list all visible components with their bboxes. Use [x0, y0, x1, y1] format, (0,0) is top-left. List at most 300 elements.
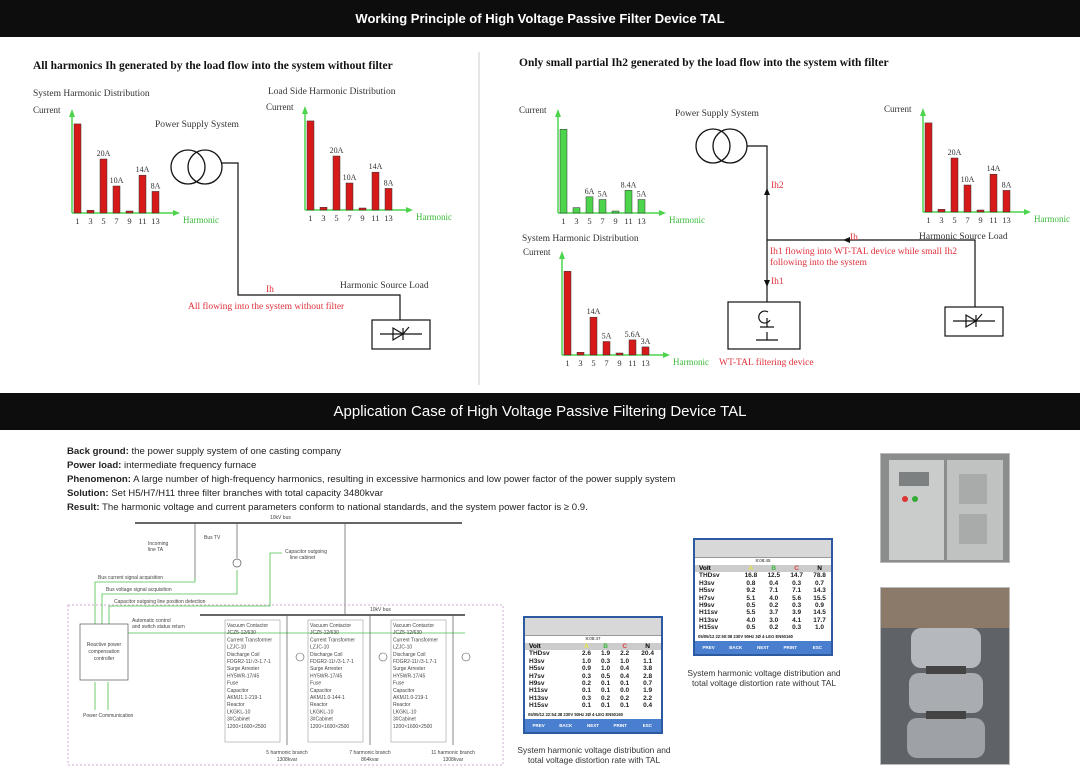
table-row — [525, 702, 661, 709]
flow-note-line-1: Ih1 flowing into WT-TAL device while small Ih2 — [770, 247, 958, 257]
x-tick-label: 3 — [321, 213, 326, 223]
table-cell: 0.5 — [601, 672, 611, 680]
cap-cabinet-label-1: Capacitor outgoing — [285, 549, 327, 555]
x-tick-label: 1 — [75, 216, 80, 226]
table-header: N — [808, 565, 831, 572]
bar-h3 — [577, 352, 584, 355]
bar-h1 — [925, 123, 932, 212]
x-tick-label: 13 — [384, 213, 393, 223]
bar-h5 — [100, 159, 107, 213]
bar-h1 — [74, 124, 81, 213]
x-tick-label: 9 — [978, 215, 983, 225]
signal-bus-current-label: Bus current signal acquisition — [98, 575, 164, 581]
auto-control-label-2: and switch status return — [132, 624, 185, 630]
branch-component-label: Surge Arrester — [393, 666, 426, 673]
table-cell: 0.7 — [815, 579, 825, 587]
cap-cabinet-label-2: line cabinet — [290, 555, 316, 561]
meter-screen-with-tal — [523, 616, 663, 734]
x-tick-label: 13 — [151, 216, 160, 226]
table-cell: 0.2 — [620, 694, 630, 702]
branch-component-label: JCZ5-12/630 — [393, 630, 422, 637]
x-tick-label: 13 — [637, 216, 646, 226]
table-cell: 0.1 — [620, 680, 630, 688]
branch-component-label: Surge Arrester — [227, 666, 260, 673]
branch-component-label: Fuse — [393, 680, 405, 687]
left-section-title: All harmonics Ih generated by the load flow into the system without filter — [33, 60, 393, 72]
branch-component-label: 3#Cabinet — [310, 716, 333, 723]
branch-component-label: Capacitor — [310, 687, 332, 694]
x-tick-label: 5 — [952, 215, 957, 225]
bar-h1 — [564, 271, 571, 355]
x-tick-label: 9 — [613, 216, 618, 226]
branch-component-label: Fuse — [310, 680, 322, 687]
branch-component-label: Discharge Coil — [310, 651, 343, 658]
y-axis-arrow-icon — [559, 251, 565, 259]
ih1-label: Ih1 — [771, 277, 784, 287]
bar-value-label: 10A — [960, 175, 975, 184]
bar-h9 — [612, 211, 619, 213]
table-cell: 3.0 — [769, 616, 779, 624]
y-axis-label: Current — [33, 105, 61, 115]
bar-h3 — [938, 209, 945, 212]
section-header-working-principle: Working Principle of High Voltage Passive Filter Device TAL — [0, 0, 1080, 37]
table-cell: 2.2 — [643, 694, 653, 702]
right-power-supply-label: Power Supply System — [675, 109, 759, 119]
branch-component-label: HY5WR-17/45 — [227, 673, 260, 680]
table-row — [525, 665, 661, 672]
branch-component-label: 3#Cabinet — [227, 716, 250, 723]
table-cell: H7sv — [529, 672, 545, 680]
branch-component-label: 1200×1600×2500 — [310, 723, 350, 730]
table-cell: H13sv — [529, 694, 549, 702]
x-tick-label: 13 — [1002, 215, 1011, 225]
x-tick-label: 7 — [114, 216, 119, 226]
y-axis-label: Current — [266, 102, 294, 112]
branch-component-label: Reactor — [393, 702, 411, 709]
x-axis-arrow-icon — [659, 210, 666, 216]
bus-tv-label: Bus TV — [204, 535, 221, 541]
bar-h5 — [333, 156, 340, 210]
table-cell: 1.0 — [581, 657, 591, 665]
bar-h13 — [638, 200, 645, 214]
filter-reactor-photo — [880, 587, 1010, 765]
left-power-supply-label: Power Supply System — [155, 120, 239, 130]
x-tick-label: 7 — [604, 358, 609, 368]
table-cell: H15sv — [529, 702, 549, 710]
table-cell: H3sv — [699, 579, 715, 587]
table-header: B — [596, 643, 615, 650]
table-cell: THDsv — [699, 572, 720, 580]
table-cell: 0.3 — [581, 694, 591, 702]
table-cell: 0.5 — [746, 624, 756, 632]
table-header: A — [577, 643, 596, 650]
table-cell: 0.3 — [601, 657, 611, 665]
x-tick-label: 11 — [624, 216, 633, 226]
x-tick-label: 5 — [334, 213, 339, 223]
y-axis-label: Current — [884, 104, 912, 114]
bar-h9 — [977, 210, 984, 212]
branch-tv-icon — [379, 653, 387, 661]
table-row — [695, 587, 831, 594]
table-cell: 0.4 — [643, 702, 653, 710]
screen-button-print[interactable]: PRINT — [783, 644, 797, 650]
x-tick-label: 3 — [578, 358, 583, 368]
branch-component-label: 1200×1600×2500 — [393, 723, 433, 730]
bar-h7 — [599, 200, 606, 214]
table-cell: 0.1 — [620, 702, 630, 710]
caption-without-tal: System harmonic voltage distribution and total voltage distortion rate without TAL — [687, 668, 841, 688]
bus-top-label: 10kV bus — [270, 515, 291, 521]
caption-with-tal: System harmonic voltage distribution and total voltage distortion rate with TAL — [517, 745, 671, 765]
signal-bus-voltage-label: Bus voltage signal acquisition — [106, 587, 172, 593]
table-cell: H3sv — [529, 657, 545, 665]
table-cell: 0.3 — [792, 624, 802, 632]
table-cell: 78.8 — [813, 572, 826, 580]
branch-component-label: Reactor — [227, 702, 245, 709]
table-cell: 9.2 — [746, 587, 756, 595]
right-flow-note — [770, 247, 957, 269]
table-cell: 16.8 — [744, 572, 758, 580]
x-tick-label: 9 — [360, 213, 365, 223]
branch-name: 5 harmonic branch — [266, 750, 308, 756]
table-row — [525, 658, 661, 665]
bar-h3 — [573, 208, 580, 213]
branch-component-label: HY5WR-17/45 — [310, 673, 343, 680]
table-cell: 14.3 — [813, 587, 826, 595]
screen-footer: 05/05/12 22:50:08 230V 50Hz 3Ø 4-LEG EN50160 — [698, 633, 793, 639]
table-cell: 0.0 — [620, 687, 630, 695]
table-row — [695, 572, 831, 579]
screen-button-back[interactable]: BACK — [559, 722, 573, 728]
right-thyristor-load-icon — [945, 307, 1003, 336]
filter-device-icon — [728, 302, 800, 349]
incoming-label-2: line TA — [148, 547, 164, 553]
table-cell: 3.9 — [792, 609, 802, 617]
bar-h7 — [346, 183, 353, 210]
bar-value-label: 14A — [135, 165, 150, 175]
screen-footer: 05/05/12 22:54:38 230V 50Hz 3Ø 4-LEG EN50160 — [528, 711, 623, 717]
table-cell: 2.2 — [620, 650, 630, 658]
x-tick-label: 3 — [939, 215, 944, 225]
bar-value-label: 14A — [986, 164, 1001, 174]
table-cell: 0.3 — [581, 672, 591, 680]
branch-component-label: Surge Arrester — [310, 666, 343, 673]
case-line-background: Back ground: the power supply system of one casting company — [67, 446, 342, 457]
table-cell: 3.8 — [643, 665, 653, 673]
branch-component-label: Current Transformer — [227, 637, 273, 644]
branch-component-label: Discharge Coil — [227, 651, 260, 658]
left-ih-label: Ih — [266, 285, 274, 295]
branch-component-label: Current Transformer — [393, 637, 439, 644]
table-cell: 14.7 — [790, 572, 803, 580]
table-cell: 12.5 — [767, 572, 781, 580]
case-line-solution: Solution: Set H5/H7/H11 three filter branches with total capacity 3480kvar — [67, 488, 384, 499]
table-cell: 1.0 — [815, 624, 825, 632]
screen-button-back[interactable]: BACK — [729, 644, 743, 650]
bar-h7 — [964, 185, 971, 212]
table-cell: 15.5 — [813, 594, 826, 602]
x-axis-arrow-icon — [1024, 209, 1031, 215]
table-cell: 5.6 — [792, 594, 802, 602]
y-axis-arrow-icon — [302, 106, 308, 114]
branch-component-label: FDGR2-11/√3-1.7-1 — [310, 659, 354, 665]
switchgear-cabinet-photo — [880, 453, 1010, 563]
table-row — [695, 617, 831, 624]
x-tick-label: 11 — [138, 216, 147, 226]
table-cell: 0.4 — [769, 579, 779, 587]
right-system-lower-chart — [520, 243, 720, 373]
branch-tv-icon — [296, 653, 304, 661]
left-system-chart-title: System Harmonic Distribution — [33, 89, 150, 99]
table-cell: H9sv — [699, 602, 715, 610]
table-cell: 0.2 — [601, 694, 611, 702]
branch-tv-icon — [462, 653, 470, 661]
x-tick-label: 7 — [965, 215, 970, 225]
bar-h11 — [139, 175, 146, 213]
x-axis-arrow-icon — [663, 352, 670, 358]
y-axis-arrow-icon — [69, 109, 75, 117]
bar-value-label: 14A — [586, 307, 601, 317]
branch-component-label: JCZ5-12/630 — [227, 630, 256, 637]
x-axis-arrow-icon — [173, 210, 180, 216]
bar-value-label: 8A — [383, 178, 394, 188]
table-cell: 7.1 — [769, 587, 779, 595]
branch-component-label: Capacitor — [393, 687, 415, 694]
table-row — [695, 580, 831, 587]
table-cell: 7.1 — [792, 587, 802, 595]
controller-label-3: controller — [93, 656, 115, 662]
bar-h9 — [126, 211, 133, 213]
bar-value-label: 20A — [947, 148, 962, 157]
screen-button-esc[interactable]: ESC — [812, 644, 823, 650]
table-cell: H7sv — [699, 594, 715, 602]
branch-component-label: Vacuum Contactor — [227, 623, 269, 629]
x-axis-label: Harmonic — [673, 357, 709, 367]
branch-component-label: AKMJ1.0-144-1 — [310, 695, 345, 701]
bus-tv-icon — [233, 559, 241, 567]
table-cell: 4.0 — [746, 616, 756, 624]
y-axis-label: Current — [523, 247, 551, 257]
x-tick-label: 9 — [617, 358, 622, 368]
x-tick-label: 9 — [127, 216, 132, 226]
table-cell: 0.2 — [581, 680, 591, 688]
branch-name: 7 harmonic branch — [349, 750, 391, 756]
x-tick-label: 1 — [308, 213, 313, 223]
x-tick-label: 3 — [88, 216, 93, 226]
x-axis-arrow-icon — [406, 207, 413, 213]
harmonic-table — [525, 643, 661, 710]
table-cell: 0.2 — [769, 624, 779, 632]
table-header: C — [785, 565, 808, 572]
x-tick-label: 13 — [641, 358, 650, 368]
screen-button-prev[interactable]: PREV — [702, 644, 715, 650]
screen-button-prev[interactable]: PREV — [532, 722, 545, 728]
bar-h5 — [586, 197, 593, 213]
x-tick-label: 1 — [561, 216, 566, 226]
x-tick-label: 7 — [347, 213, 352, 223]
table-cell: THDsv — [529, 650, 550, 658]
bar-value-label: 5A — [597, 189, 608, 199]
x-axis-label: Harmonic — [1034, 214, 1070, 224]
table-cell: 0.8 — [746, 579, 756, 587]
branch-component-label: JCZ5-12/630 — [310, 630, 339, 637]
branch-component-label: FDGR2-11/√3-1.7-1 — [393, 659, 437, 665]
bar-h11 — [629, 340, 636, 355]
screen-button-print[interactable]: PRINT — [613, 722, 627, 728]
bar-h5 — [951, 158, 958, 212]
bar-h13 — [1003, 190, 1010, 212]
right-circuit-line-system — [747, 146, 767, 302]
y-axis-label: Current — [519, 105, 547, 115]
controller-label-2: compensation — [88, 649, 120, 655]
screen-button-next[interactable]: NEXT — [587, 722, 600, 728]
bar-h11 — [372, 172, 379, 210]
table-cell: 20.4 — [641, 650, 654, 658]
branch-component-label: Reactor — [310, 702, 328, 709]
x-tick-label: 1 — [565, 358, 570, 368]
bar-h13 — [385, 188, 392, 210]
screen-button-next[interactable]: NEXT — [757, 644, 770, 650]
ih-arrow-icon — [843, 237, 850, 243]
branch-component-label: FDGR2-11/√3-1.7-1 — [227, 659, 271, 665]
table-cell: 0.9 — [815, 602, 825, 610]
branch-kvar: 1308kvar — [276, 757, 298, 763]
branch-component-label: AKMJ1.0-219-1 — [393, 695, 428, 701]
right-system-upper-chart — [516, 101, 716, 231]
case-line-result: Result: The harmonic voltage and current parameters conform to national standards, and the system power factor is ≥ 0.9. — [67, 502, 588, 513]
bar-value-label: 5A — [636, 189, 647, 199]
ih-label: Ih — [850, 233, 858, 243]
table-row — [525, 687, 661, 694]
branch-component-label: LKGKL-10 — [227, 709, 251, 716]
wiring-diagram — [0, 510, 510, 783]
table-cell: H11sv — [529, 687, 548, 695]
bar-value-label: 8.4A — [620, 180, 637, 190]
y-axis-arrow-icon — [555, 109, 561, 117]
table-header: B — [762, 565, 785, 572]
bar-h7 — [603, 342, 610, 356]
branch-component-label: HY5WR-17/45 — [393, 673, 426, 680]
filter-device-label: WT-TAL filtering device — [719, 358, 814, 368]
table-cell: 0.7 — [643, 680, 653, 688]
table-cell: 4.1 — [792, 616, 802, 624]
bar-h11 — [625, 190, 632, 213]
bar-value-label: 20A — [329, 146, 344, 155]
left-harmonic-source-label: Harmonic Source Load — [340, 281, 429, 291]
table-row — [525, 673, 661, 680]
bar-value-label: 3A — [640, 336, 651, 346]
bar-value-label: 10A — [342, 173, 357, 182]
table-row — [695, 609, 831, 616]
table-cell: 0.4 — [620, 665, 630, 673]
left-thyristor-load-icon — [372, 320, 430, 349]
bar-h9 — [359, 208, 366, 210]
bar-value-label: 20A — [96, 149, 111, 158]
x-tick-label: 5 — [587, 216, 592, 226]
branch-kvar: 1308kvar — [442, 757, 464, 763]
incoming-label-1: Incoming — [148, 541, 169, 547]
table-header: Volt — [525, 643, 577, 650]
table-header: C — [615, 643, 634, 650]
table-cell: H15sv — [699, 624, 719, 632]
table-row — [695, 624, 831, 631]
table-cell: 14.5 — [813, 609, 826, 617]
signal-position-label: Capacitor outgoing line position detection — [114, 599, 206, 605]
bar-value-label: 10A — [109, 176, 124, 185]
x-tick-label: 7 — [600, 216, 605, 226]
table-cell: 5.1 — [746, 594, 756, 602]
table-row — [525, 695, 661, 702]
branch-name: 11 harmonic branch — [431, 750, 475, 756]
table-cell: 3.7 — [769, 609, 779, 617]
table-cell: 0.1 — [601, 680, 611, 688]
x-tick-label: 5 — [101, 216, 106, 226]
table-header: N — [634, 643, 661, 650]
screen-button-esc[interactable]: ESC — [642, 722, 653, 728]
table-cell: 0.1 — [601, 702, 611, 710]
table-cell: 1.1 — [643, 657, 653, 665]
right-section-title: Only small partial Ih2 generated by the load flow into the system with filter — [519, 57, 889, 69]
bar-h13 — [152, 191, 159, 213]
table-cell: 0.4 — [620, 672, 630, 680]
bar-h1 — [307, 121, 314, 210]
branch-component-label: Discharge Coil — [393, 651, 426, 658]
table-row — [695, 595, 831, 602]
branch-component-label: Capacitor — [227, 687, 249, 694]
table-cell: 0.5 — [746, 602, 756, 610]
harmonic-table — [695, 565, 831, 632]
table-cell: 0.2 — [769, 602, 779, 610]
bar-h5 — [590, 317, 597, 355]
branch-component-label: Current Transformer — [310, 637, 356, 644]
branch-component-label: LZJC-10 — [393, 644, 413, 651]
table-cell: 0.1 — [581, 687, 591, 695]
case-line-power-load: Power load: intermediate frequency furnace — [67, 460, 257, 471]
right-harmonic-source-label: Harmonic Source Load — [919, 232, 1008, 242]
x-tick-label: 11 — [628, 358, 637, 368]
table-header: Volt — [695, 565, 739, 572]
bus-lower-label: 10kV bus — [370, 607, 391, 613]
bar-value-label: 8A — [1001, 180, 1012, 190]
branch-component-label: AKMJ1.1-219-1 — [227, 695, 262, 701]
table-cell: 2.8 — [643, 672, 653, 680]
table-cell: H9sv — [529, 680, 545, 688]
table-cell: H13sv — [699, 616, 719, 624]
x-tick-label: 1 — [926, 215, 931, 225]
table-cell: 4.0 — [769, 594, 779, 602]
branch-component-label: Vacuum Contactor — [310, 623, 352, 629]
branch-kvar: 864kvar — [361, 757, 379, 763]
bar-h7 — [113, 186, 120, 213]
ih1-arrow-icon — [764, 280, 770, 287]
table-cell: 1.9 — [601, 650, 611, 658]
x-tick-label: 11 — [371, 213, 380, 223]
ih2-arrow-icon — [764, 188, 770, 195]
left-flow-note: All flowing into the system without filter — [188, 302, 345, 312]
screen-top-bar — [695, 540, 831, 558]
table-row — [695, 602, 831, 609]
bar-value-label: 8A — [150, 181, 161, 191]
branch-component-label: LZJC-10 — [310, 644, 330, 651]
bar-h11 — [990, 174, 997, 212]
x-tick-label: 5 — [591, 358, 596, 368]
table-cell: 1.0 — [601, 665, 611, 673]
bar-value-label: 5A — [601, 331, 612, 341]
x-axis-label: Harmonic — [183, 215, 219, 225]
table-cell: 0.9 — [581, 665, 591, 673]
table-cell: 5.5 — [746, 609, 756, 617]
right-system-chart-title: System Harmonic Distribution — [522, 234, 639, 244]
